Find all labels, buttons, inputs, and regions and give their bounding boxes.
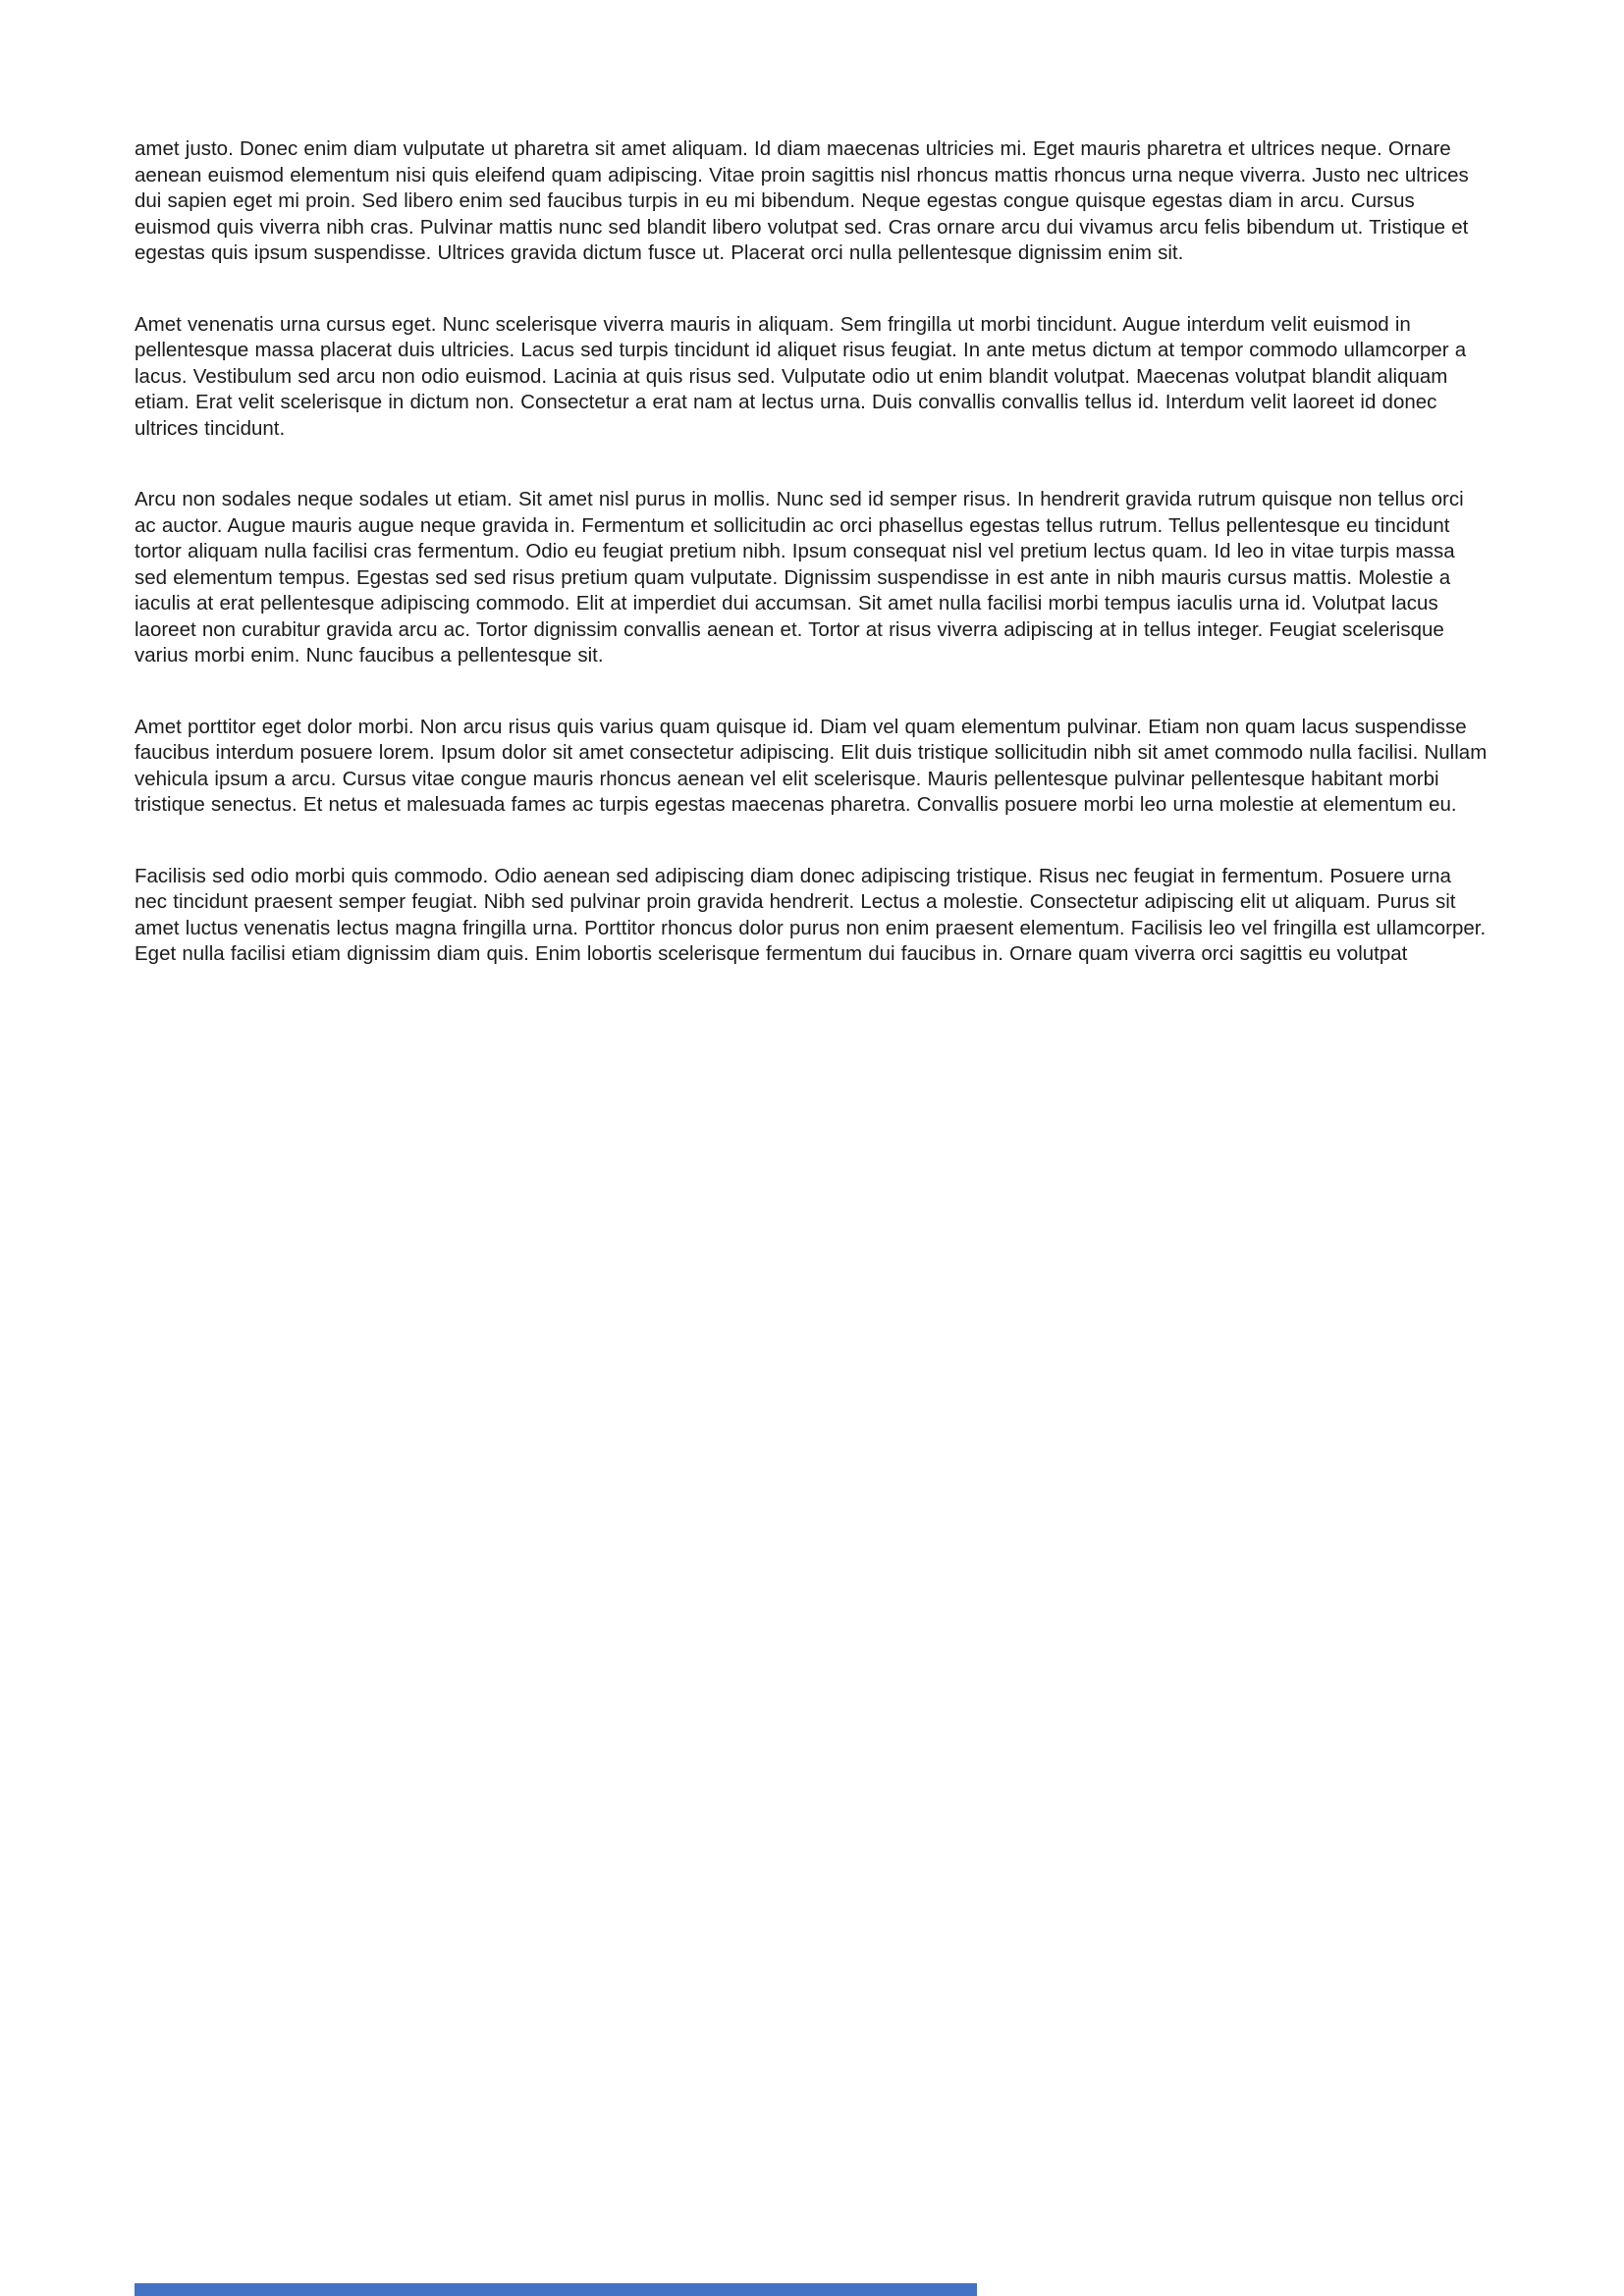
paragraph: Amet venenatis urna cursus eget. Nunc scelerisque viverra mauris in aliquam. Sem fringilla ut morbi tincidunt. Augue interdum velit euismod in pellentesque massa placerat duis ultricies. Lacus sed turpis tincidunt id aliquet risus feugiat. In ante metus dictum at tempor commodo ullamcorper a lacus. Vestibulum sed arcu non odio euismod. Lacinia at quis risus sed. Vulputate odio ut enim blandit volutpat. Maecenas volutpat blandit aliquam etiam. Erat velit scelerisque in dictum non. Consectetur a erat nam at lectus urna. Duis convallis convallis tellus id. Interdum velit laoreet id donec ultrices tincidunt. bbox=[135, 312, 1467, 440]
paragraph: amet justo. Donec enim diam vulputate ut pharetra sit amet aliquam. Id diam maecenas ultricies mi. Eget mauris pharetra et ultrices neque. Ornare aenean euismod elementum nisi quis eleifend quam adipiscing. Vitae proin sagittis nisl rhoncus mattis rhoncus urna neque viverra. Justo nec ultrices dui sapien eget mi proin. Sed libero enim sed faucibus turpis in eu mi bibendum. Neque egestas congue quisque egestas diam in arcu. Cursus euismod quis viverra nibh cras. Pulvinar mattis nunc sed blandit libero volutpat sed. Cras ornare arcu dui vivamus arcu felis bibendum ut. Tristique et egestas quis ipsum suspendisse. Ultrices gravida dictum fusce ut. Placerat orci nulla pellentesque dignissim enim sit. bbox=[135, 137, 1469, 264]
paragraph: Arcu non sodales neque sodales ut etiam. Sit amet nisl purus in mollis. Nunc sed id semper risus. In hendrerit gravida rutrum quisque non tellus orci ac auctor. Augue mauris augue neque gravida in. Fermentum et sollicitudin ac orci phasellus egestas tellus rutrum. Tellus pellentesque eu tincidunt tortor aliquam nulla facilisi cras fermentum. Odio eu feugiat pretium nibh. Ipsum consequat nisl vel pretium lectus quam. Id leo in vitae turpis massa sed elementum tempus. Egestas sed sed risus pretium quam vulputate. Dignissim suspendisse in est ante in nibh mauris cursus mattis. Molestie a iaculis at erat pellentesque adipiscing commodo. Elit at imperdiet dui accumsan. Sit amet nulla facilisi morbi tempus iaculis urna id. Volutpat lacus laoreet non curabitur gravida arcu ac. Tortor dignissim convallis aenean et. Tortor at risus viverra adipiscing at in tellus integer. Feugiat scelerisque varius morbi enim. Nunc faucibus a pellentesque sit. bbox=[135, 488, 1464, 667]
document-body bbox=[135, 136, 1488, 1013]
paragraph: Facilisis sed odio morbi quis commodo. Odio aenean sed adipiscing diam donec adipiscing tristique. Risus nec feugiat in fermentum. Posuere urna nec tincidunt praesent semper feugiat. Nibh sed pulvinar proin gravida hendrerit. Lectus a molestie. Consectetur adipiscing elit ut aliquam. Purus sit amet luctus venenatis lectus magna fringilla urna. Porttitor rhoncus dolor purus non enim praesent elementum. Facilisis leo vel fringilla est ullamcorper. Eget nulla facilisi etiam dignissim diam quis. Enim lobortis scelerisque fermentum dui faucibus in. Ornare quam viverra orci sagittis eu volutpat bbox=[135, 864, 1487, 965]
paragraph: Amet porttitor eget dolor morbi. Non arcu risus quis varius quam quisque id. Diam vel quam elementum pulvinar. Etiam non quam lacus suspendisse faucibus interdum posuere lorem. Ipsum dolor sit amet consectetur adipiscing. Elit duis tristique sollicitudin nibh sit amet commodo nulla facilisi. Nullam vehicula ipsum a arcu. Cursus vitae congue mauris rhoncus aenean vel elit scelerisque. Mauris pellentesque pulvinar pellentesque habitant morbi tristique senectus. Et netus et malesuada fames ac turpis egestas maecenas pharetra. Convallis posuere morbi leo urna molestie at elementum eu. bbox=[135, 715, 1488, 816]
table-header-fragment bbox=[135, 2283, 977, 2296]
